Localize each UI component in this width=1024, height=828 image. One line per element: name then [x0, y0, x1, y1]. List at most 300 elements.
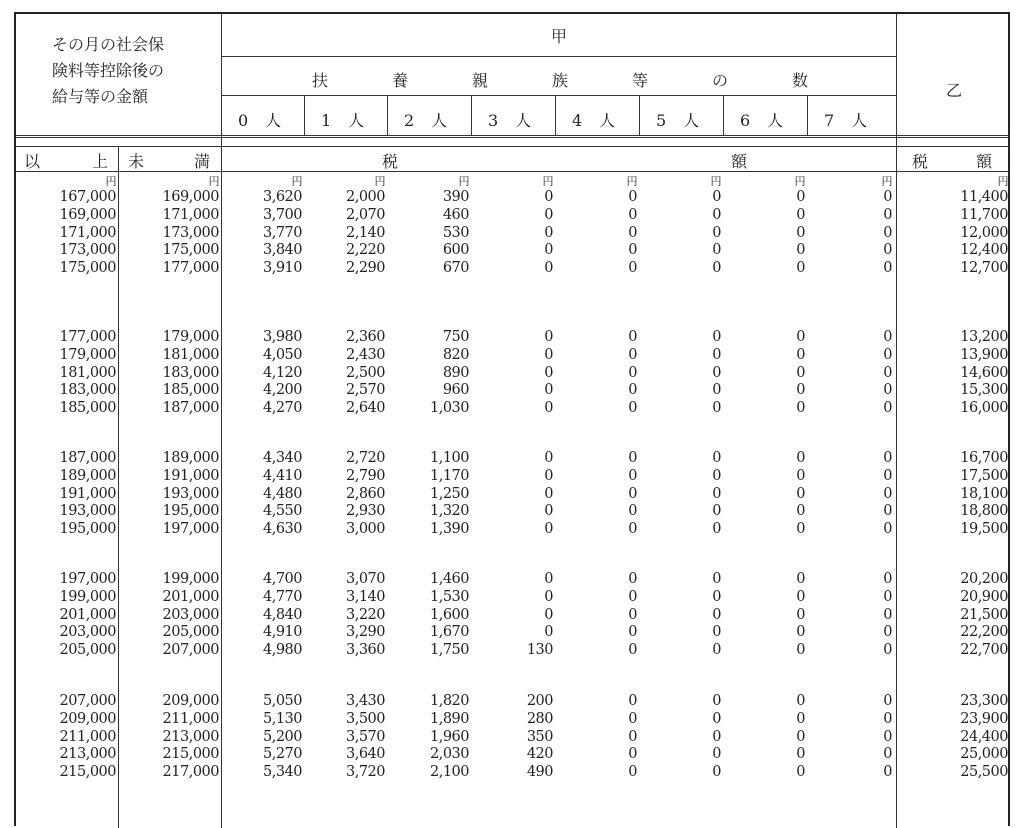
cell-kou-6: 0 — [796, 571, 805, 587]
cell-kou-0: 3,620 — [262, 189, 302, 205]
cell-kou-3: 200 — [526, 693, 553, 709]
cell-miman: 179,000 — [162, 329, 219, 345]
cell-miman: 173,000 — [162, 224, 219, 241]
cell-kou-7: 0 — [883, 450, 892, 466]
table-row — [16, 710, 1012, 728]
cell-kou-2: 1,100 — [429, 450, 469, 466]
cell-miman: 199,000 — [162, 571, 219, 587]
cell-kou-5: 0 — [712, 467, 721, 484]
cell-kou-0: 3,910 — [262, 260, 302, 277]
cell-kou-4: 0 — [628, 503, 637, 520]
cell-kou-6: 0 — [796, 521, 805, 538]
cell-kou-1: 2,220 — [345, 242, 385, 259]
cell-kou-4: 0 — [628, 400, 637, 417]
cell-kou-4: 0 — [628, 364, 637, 381]
cell-ijou: 179,000 — [59, 346, 116, 363]
cell-kou-7: 0 — [883, 242, 892, 259]
cell-kou-5: 0 — [712, 571, 721, 587]
cell-kou-3: 280 — [526, 710, 553, 727]
cell-kou-0: 5,270 — [262, 746, 302, 763]
cell-otsu: 12,000 — [960, 224, 1008, 241]
cell-kou-0: 4,550 — [262, 503, 302, 520]
cell-kou-3: 350 — [526, 728, 553, 745]
cell-kou-6: 0 — [796, 624, 805, 641]
cell-ijou: 199,000 — [59, 588, 116, 605]
cell-kou-2: 1,600 — [429, 606, 469, 623]
cell-miman: 213,000 — [162, 728, 219, 745]
cell-kou-3: 0 — [544, 606, 553, 623]
cell-kou-6: 0 — [796, 764, 805, 781]
rule-double — [16, 137, 1010, 138]
cell-kou-0: 3,840 — [262, 242, 302, 259]
table-row — [16, 259, 1012, 277]
table-row — [16, 364, 1012, 382]
cell-kou-4: 0 — [628, 693, 637, 709]
kou-header: 甲 — [551, 27, 568, 46]
cell-ijou: 189,000 — [59, 467, 116, 484]
cell-kou-1: 2,430 — [345, 346, 385, 363]
table-row — [16, 763, 1012, 781]
ijou-char-1: 以 — [24, 152, 41, 171]
cell-ijou: 175,000 — [59, 260, 116, 277]
gaku-header: 額 — [731, 152, 748, 171]
table-row — [16, 502, 1012, 520]
cell-kou-5: 0 — [712, 642, 721, 659]
cell-kou-3: 0 — [544, 189, 553, 205]
cell-kou-0: 5,200 — [262, 728, 302, 745]
cell-kou-4: 0 — [628, 260, 637, 277]
cell-kou-2: 1,250 — [429, 485, 469, 502]
cell-kou-6: 0 — [796, 746, 805, 763]
cell-kou-5: 0 — [712, 346, 721, 363]
fuyou-char-3: 親 — [472, 71, 489, 90]
cell-otsu: 22,700 — [960, 642, 1008, 659]
cell-miman: 177,000 — [162, 260, 219, 277]
cell-kou-0: 4,480 — [262, 485, 302, 502]
cell-kou-6: 0 — [796, 485, 805, 502]
cell-kou-7: 0 — [883, 485, 892, 502]
table-row — [16, 485, 1012, 503]
dependents-2: 2 人 — [404, 111, 448, 130]
cell-kou-1: 2,070 — [345, 206, 385, 223]
cell-kou-0: 4,770 — [262, 588, 302, 605]
cell-miman: 205,000 — [162, 624, 219, 641]
cell-otsu: 11,400 — [960, 189, 1008, 205]
unit-kou-0: 円 — [291, 175, 302, 188]
cell-kou-0: 4,910 — [262, 624, 302, 641]
cell-miman: 197,000 — [162, 521, 219, 538]
cell-kou-4: 0 — [628, 329, 637, 345]
cell-ijou: 183,000 — [59, 382, 116, 399]
cell-kou-1: 2,500 — [345, 364, 385, 381]
cell-ijou: 171,000 — [59, 224, 116, 241]
cell-kou-0: 4,700 — [262, 571, 302, 587]
cell-kou-3: 0 — [544, 329, 553, 345]
cell-kou-0: 4,980 — [262, 642, 302, 659]
cell-kou-4: 0 — [628, 450, 637, 466]
cell-kou-0: 5,050 — [262, 693, 302, 709]
cell-kou-4: 0 — [628, 588, 637, 605]
cell-kou-7: 0 — [883, 588, 892, 605]
cell-kou-2: 1,960 — [429, 728, 469, 745]
cell-kou-1: 3,500 — [345, 710, 385, 727]
cell-kou-7: 0 — [883, 329, 892, 345]
cell-ijou: 167,000 — [59, 189, 116, 205]
cell-ijou: 177,000 — [59, 329, 116, 345]
cell-otsu: 14,600 — [960, 364, 1008, 381]
cell-kou-4: 0 — [628, 746, 637, 763]
divider-dep-5 — [639, 95, 640, 135]
cell-kou-3: 130 — [526, 642, 553, 659]
cell-kou-4: 0 — [628, 346, 637, 363]
cell-miman: 175,000 — [162, 242, 219, 259]
cell-otsu: 19,500 — [960, 521, 1008, 538]
fuyou-char-7: 数 — [792, 71, 809, 90]
cell-kou-5: 0 — [712, 503, 721, 520]
cell-kou-3: 0 — [544, 467, 553, 484]
cell-kou-5: 0 — [712, 450, 721, 466]
table-row — [16, 606, 1012, 624]
cell-ijou: 205,000 — [59, 642, 116, 659]
cell-kou-6: 0 — [796, 364, 805, 381]
cell-kou-2: 820 — [442, 346, 469, 363]
cell-kou-0: 5,130 — [262, 710, 302, 727]
cell-kou-1: 2,360 — [345, 329, 385, 345]
cell-kou-1: 2,000 — [345, 189, 385, 205]
unit-kou-3: 円 — [542, 175, 553, 188]
cell-kou-5: 0 — [712, 588, 721, 605]
cell-ijou: 201,000 — [59, 606, 116, 623]
cell-kou-5: 0 — [712, 746, 721, 763]
cell-kou-3: 0 — [544, 346, 553, 363]
table-row — [16, 399, 1012, 417]
cell-kou-1: 3,220 — [345, 606, 385, 623]
cell-kou-7: 0 — [883, 364, 892, 381]
cell-otsu: 20,900 — [960, 588, 1008, 605]
unit-kou-4: 円 — [626, 175, 637, 188]
cell-ijou: 215,000 — [59, 764, 116, 781]
amount-label-line-1: その月の社会保 — [52, 35, 165, 54]
cell-kou-2: 2,030 — [429, 746, 469, 763]
cell-kou-4: 0 — [628, 242, 637, 259]
otsu-zei-char: 税 — [912, 152, 929, 171]
cell-kou-0: 3,770 — [262, 224, 302, 241]
cell-kou-4: 0 — [628, 467, 637, 484]
unit-otsu: 円 — [997, 175, 1008, 188]
cell-miman: 183,000 — [162, 364, 219, 381]
divider-dep-2 — [387, 95, 388, 135]
cell-kou-2: 1,530 — [429, 588, 469, 605]
cell-otsu: 13,200 — [960, 329, 1008, 345]
cell-kou-5: 0 — [712, 485, 721, 502]
table-row — [16, 641, 1012, 659]
table-row — [16, 381, 1012, 399]
cell-kou-6: 0 — [796, 606, 805, 623]
cell-kou-3: 0 — [544, 400, 553, 417]
cell-miman: 187,000 — [162, 400, 219, 417]
cell-kou-4: 0 — [628, 606, 637, 623]
cell-kou-0: 4,200 — [262, 382, 302, 399]
otsu-gaku-char: 額 — [976, 152, 993, 171]
cell-kou-4: 0 — [628, 521, 637, 538]
cell-kou-0: 4,840 — [262, 606, 302, 623]
cell-kou-2: 460 — [442, 206, 469, 223]
cell-kou-4: 0 — [628, 764, 637, 781]
cell-kou-7: 0 — [883, 746, 892, 763]
cell-otsu: 17,500 — [960, 467, 1008, 484]
unit-kou-7: 円 — [881, 175, 892, 188]
cell-miman: 207,000 — [162, 642, 219, 659]
cell-kou-0: 4,410 — [262, 467, 302, 484]
cell-kou-1: 3,290 — [345, 624, 385, 641]
cell-kou-3: 0 — [544, 450, 553, 466]
cell-kou-6: 0 — [796, 710, 805, 727]
cell-kou-5: 0 — [712, 710, 721, 727]
unit-ijou: 円 — [105, 175, 116, 188]
divider-dep-7 — [807, 95, 808, 135]
cell-ijou: 181,000 — [59, 364, 116, 381]
cell-otsu: 16,700 — [960, 450, 1008, 466]
cell-miman: 171,000 — [162, 206, 219, 223]
cell-kou-2: 2,100 — [429, 764, 469, 781]
cell-kou-3: 0 — [544, 485, 553, 502]
cell-kou-6: 0 — [796, 382, 805, 399]
cell-kou-7: 0 — [883, 503, 892, 520]
zei-header: 税 — [382, 152, 399, 171]
cell-kou-1: 3,000 — [345, 521, 385, 538]
cell-kou-2: 390 — [442, 189, 469, 205]
cell-kou-1: 3,360 — [345, 642, 385, 659]
cell-kou-5: 0 — [712, 728, 721, 745]
fuyou-char-2: 養 — [392, 71, 409, 90]
cell-otsu: 20,200 — [960, 571, 1008, 587]
cell-kou-7: 0 — [883, 710, 892, 727]
cell-kou-0: 4,630 — [262, 521, 302, 538]
cell-kou-7: 0 — [883, 521, 892, 538]
cell-kou-3: 490 — [526, 764, 553, 781]
ijou-char-2: 上 — [92, 152, 109, 171]
cell-kou-4: 0 — [628, 624, 637, 641]
cell-kou-5: 0 — [712, 382, 721, 399]
cell-kou-7: 0 — [883, 728, 892, 745]
cell-ijou: 203,000 — [59, 624, 116, 641]
cell-kou-2: 1,170 — [429, 467, 469, 484]
cell-kou-1: 2,930 — [345, 503, 385, 520]
miman-char-1: 未 — [128, 152, 145, 171]
unit-kou-5: 円 — [710, 175, 721, 188]
cell-kou-3: 0 — [544, 503, 553, 520]
cell-kou-2: 1,750 — [429, 642, 469, 659]
cell-miman: 185,000 — [162, 382, 219, 399]
amount-label-line-3: 給与等の金額 — [52, 87, 149, 106]
cell-miman: 195,000 — [162, 503, 219, 520]
cell-kou-7: 0 — [883, 642, 892, 659]
cell-kou-6: 0 — [796, 260, 805, 277]
cell-kou-6: 0 — [796, 728, 805, 745]
cell-kou-3: 420 — [526, 746, 553, 763]
cell-otsu: 22,200 — [960, 624, 1008, 641]
table-row — [16, 745, 1012, 763]
cell-kou-2: 1,390 — [429, 521, 469, 538]
cell-kou-5: 0 — [712, 189, 721, 205]
cell-miman: 181,000 — [162, 346, 219, 363]
miman-char-2: 満 — [194, 152, 211, 171]
cell-kou-6: 0 — [796, 693, 805, 709]
cell-miman: 209,000 — [162, 693, 219, 709]
cell-kou-1: 2,720 — [345, 450, 385, 466]
cell-kou-6: 0 — [796, 588, 805, 605]
cell-kou-2: 1,030 — [429, 400, 469, 417]
amount-label-line-2: 険料等控除後の — [52, 61, 165, 80]
cell-kou-4: 0 — [628, 642, 637, 659]
cell-kou-5: 0 — [712, 206, 721, 223]
cell-kou-3: 0 — [544, 382, 553, 399]
cell-ijou: 213,000 — [59, 746, 116, 763]
cell-kou-2: 960 — [442, 382, 469, 399]
cell-kou-3: 0 — [544, 571, 553, 587]
cell-kou-4: 0 — [628, 710, 637, 727]
cell-kou-5: 0 — [712, 329, 721, 345]
cell-kou-1: 3,070 — [345, 571, 385, 587]
cell-kou-1: 3,430 — [345, 693, 385, 709]
divider-dep-4 — [555, 95, 556, 135]
cell-kou-5: 0 — [712, 364, 721, 381]
cell-kou-7: 0 — [883, 189, 892, 205]
dependents-3: 3 人 — [488, 111, 532, 130]
cell-kou-2: 530 — [442, 224, 469, 241]
divider-dep-1 — [304, 95, 305, 135]
divider-dep-3 — [471, 95, 472, 135]
cell-kou-1: 2,570 — [345, 382, 385, 399]
cell-otsu: 11,700 — [960, 206, 1008, 223]
cell-kou-2: 890 — [442, 364, 469, 381]
cell-kou-4: 0 — [628, 382, 637, 399]
rule-header-bottom — [16, 135, 1010, 136]
cell-kou-1: 3,140 — [345, 588, 385, 605]
cell-kou-7: 0 — [883, 260, 892, 277]
cell-kou-6: 0 — [796, 329, 805, 345]
cell-kou-1: 2,290 — [345, 260, 385, 277]
cell-kou-2: 1,320 — [429, 503, 469, 520]
cell-kou-0: 4,120 — [262, 364, 302, 381]
cell-kou-7: 0 — [883, 693, 892, 709]
cell-otsu: 21,500 — [960, 606, 1008, 623]
cell-kou-5: 0 — [712, 224, 721, 241]
cell-ijou: 187,000 — [59, 450, 116, 466]
cell-miman: 189,000 — [162, 450, 219, 466]
otsu-header: 乙 — [946, 81, 963, 100]
cell-kou-0: 3,700 — [262, 206, 302, 223]
cell-kou-4: 0 — [628, 206, 637, 223]
dependents-0: 0 人 — [238, 111, 282, 130]
cell-kou-7: 0 — [883, 571, 892, 587]
cell-kou-0: 4,270 — [262, 400, 302, 417]
cell-kou-6: 0 — [796, 206, 805, 223]
cell-ijou: 195,000 — [59, 521, 116, 538]
cell-otsu: 12,400 — [960, 242, 1008, 259]
cell-kou-4: 0 — [628, 571, 637, 587]
cell-miman: 191,000 — [162, 467, 219, 484]
cell-kou-2: 600 — [442, 242, 469, 259]
cell-kou-2: 1,460 — [429, 571, 469, 587]
cell-otsu: 25,500 — [960, 764, 1008, 781]
cell-kou-2: 1,670 — [429, 624, 469, 641]
table-row — [16, 588, 1012, 606]
dependents-7: 7 人 — [824, 111, 868, 130]
cell-kou-3: 0 — [544, 224, 553, 241]
cell-ijou: 207,000 — [59, 693, 116, 709]
fuyou-char-1: 扶 — [312, 71, 329, 90]
cell-kou-1: 2,790 — [345, 467, 385, 484]
cell-miman: 215,000 — [162, 746, 219, 763]
cell-kou-6: 0 — [796, 346, 805, 363]
cell-otsu: 16,000 — [960, 400, 1008, 417]
cell-kou-5: 0 — [712, 521, 721, 538]
cell-kou-1: 3,570 — [345, 728, 385, 745]
cell-kou-2: 1,890 — [429, 710, 469, 727]
table-row — [16, 328, 1012, 346]
cell-kou-2: 670 — [442, 260, 469, 277]
tax-table — [14, 12, 1010, 826]
cell-otsu: 23,900 — [960, 710, 1008, 727]
cell-kou-0: 4,340 — [262, 450, 302, 466]
table-row — [16, 241, 1012, 259]
cell-otsu: 25,000 — [960, 746, 1008, 763]
cell-kou-4: 0 — [628, 189, 637, 205]
table-row — [16, 728, 1012, 746]
rule-under-fuyou — [221, 95, 896, 96]
cell-otsu: 12,700 — [960, 260, 1008, 277]
cell-miman: 203,000 — [162, 606, 219, 623]
cell-kou-7: 0 — [883, 382, 892, 399]
cell-kou-1: 2,140 — [345, 224, 385, 241]
cell-kou-6: 0 — [796, 467, 805, 484]
cell-otsu: 18,100 — [960, 485, 1008, 502]
cell-kou-6: 0 — [796, 642, 805, 659]
cell-kou-4: 0 — [628, 728, 637, 745]
cell-kou-3: 0 — [544, 588, 553, 605]
cell-kou-3: 0 — [544, 364, 553, 381]
cell-ijou: 193,000 — [59, 503, 116, 520]
cell-kou-7: 0 — [883, 400, 892, 417]
cell-kou-4: 0 — [628, 485, 637, 502]
cell-kou-3: 0 — [544, 242, 553, 259]
cell-ijou: 211,000 — [59, 728, 116, 745]
cell-kou-5: 0 — [712, 260, 721, 277]
rule-sub-top — [16, 146, 1010, 147]
cell-kou-6: 0 — [796, 242, 805, 259]
cell-kou-5: 0 — [712, 624, 721, 641]
cell-ijou: 173,000 — [59, 242, 116, 259]
table-row — [16, 224, 1012, 242]
cell-miman: 193,000 — [162, 485, 219, 502]
cell-miman: 201,000 — [162, 588, 219, 605]
unit-kou-2: 円 — [458, 175, 469, 188]
divider-dep-6 — [723, 95, 724, 135]
cell-miman: 211,000 — [162, 710, 219, 727]
table-row — [16, 520, 1012, 538]
cell-kou-4: 0 — [628, 224, 637, 241]
cell-otsu: 15,300 — [960, 382, 1008, 399]
cell-kou-2: 1,820 — [429, 693, 469, 709]
cell-ijou: 185,000 — [59, 400, 116, 417]
cell-kou-0: 5,340 — [262, 764, 302, 781]
cell-ijou: 209,000 — [59, 710, 116, 727]
dependents-5: 5 人 — [656, 111, 700, 130]
cell-kou-6: 0 — [796, 503, 805, 520]
rule-under-kou — [221, 56, 896, 57]
unit-kou-1: 円 — [374, 175, 385, 188]
